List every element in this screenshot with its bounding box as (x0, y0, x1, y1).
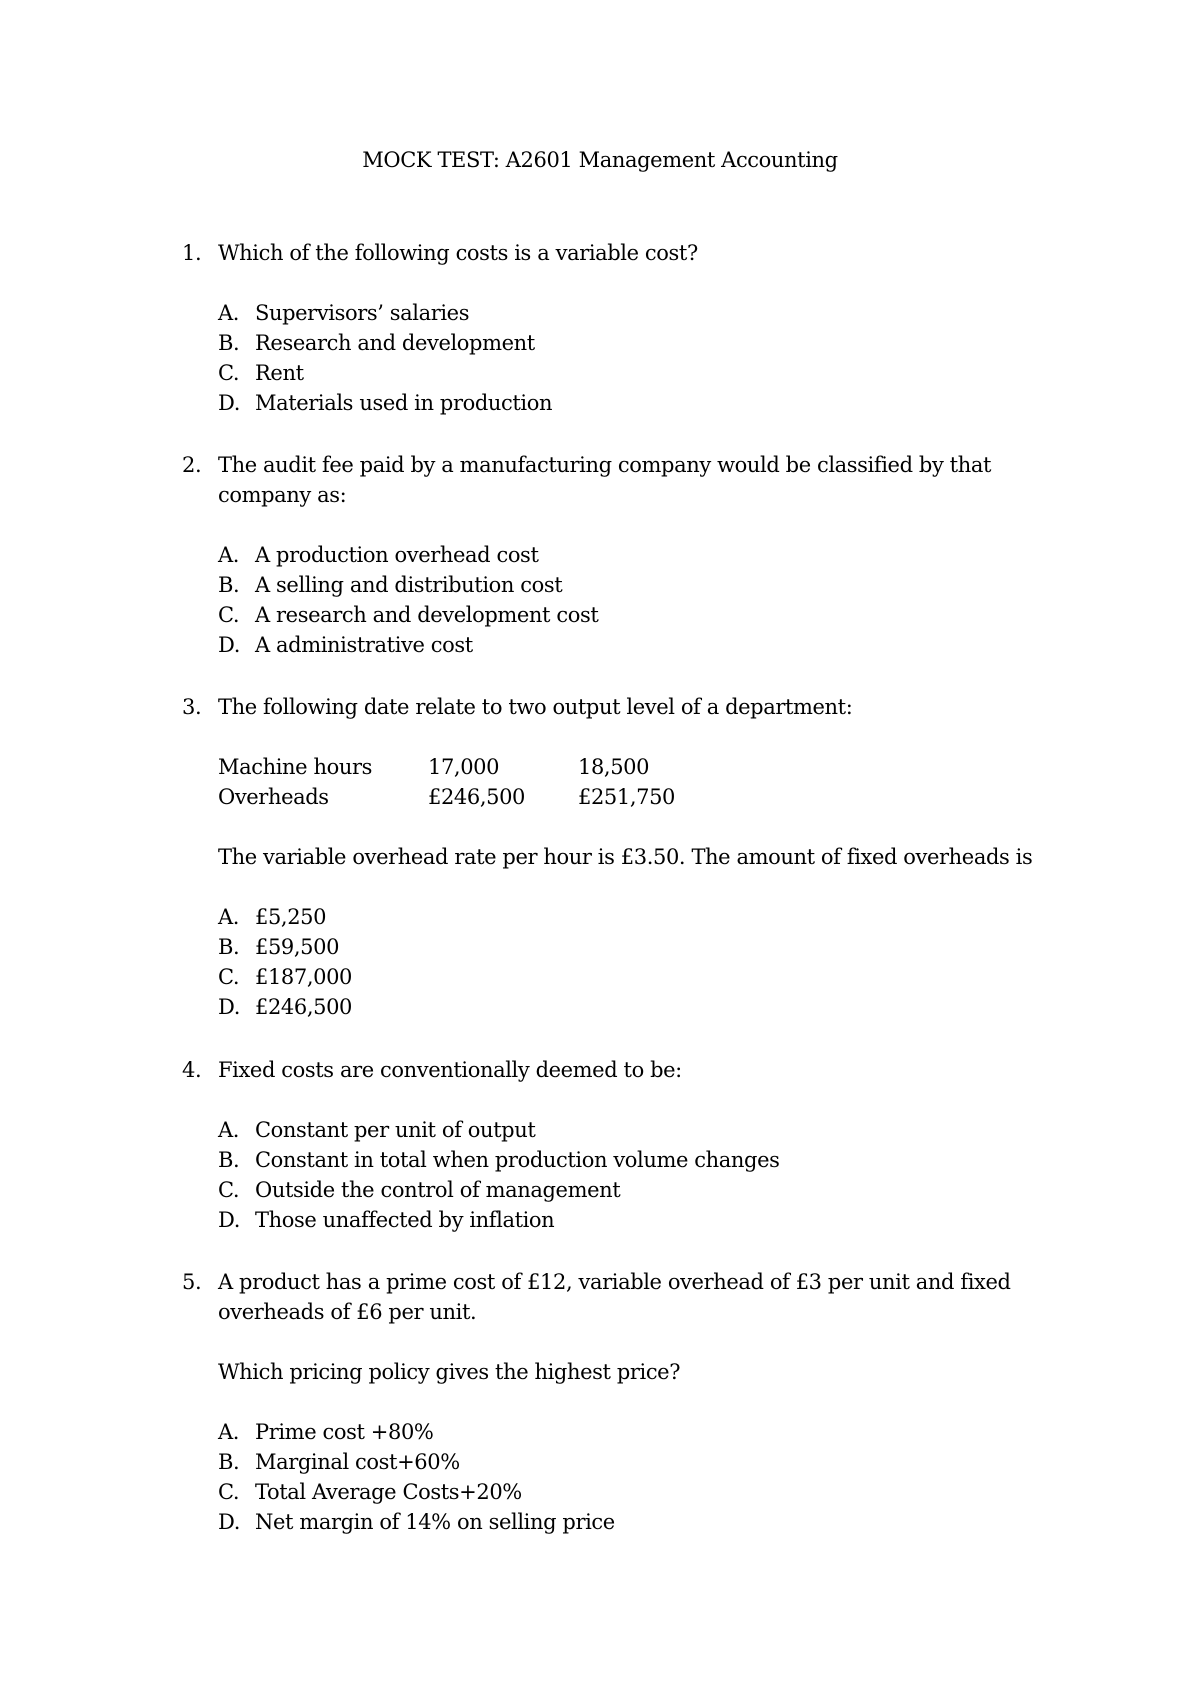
option-c (218, 358, 1062, 388)
option-letter: C. (218, 1178, 240, 1202)
question-2 (182, 450, 1062, 660)
option-text: £187,000 (255, 965, 353, 989)
option-text: £59,500 (255, 935, 340, 959)
option-text: A selling and distribution cost (255, 573, 563, 597)
option-letter: D. (218, 633, 240, 657)
table-row (218, 782, 1062, 812)
option-text: Constant per unit of output (255, 1118, 536, 1142)
option-a (218, 540, 1062, 570)
question-4 (182, 1055, 1062, 1235)
option-list (218, 902, 1062, 1022)
cell-value: £251,750 (578, 785, 676, 809)
row-label: Machine hours (218, 755, 372, 779)
option-a (218, 1115, 1062, 1145)
option-letter: B. (218, 935, 240, 959)
option-c (218, 1175, 1062, 1205)
option-letter: A. (218, 543, 240, 567)
option-text: Prime cost +80% (255, 1420, 434, 1444)
option-text: Materials used in production (255, 391, 553, 415)
question-number: 3. (182, 695, 202, 719)
page-title: MOCK TEST: A2601 Management Accounting (362, 148, 838, 172)
option-text: Constant in total when production volume changes (255, 1148, 780, 1172)
table-row (218, 752, 1062, 782)
option-text: A research and development cost (255, 603, 599, 627)
question-5 (182, 1267, 1062, 1537)
option-text: Marginal cost+60% (255, 1450, 460, 1474)
option-text: Those unaffected by inflation (255, 1208, 555, 1232)
option-list (218, 540, 1062, 660)
question-number: 1. (182, 241, 202, 265)
option-letter: A. (218, 905, 240, 929)
option-b (218, 932, 1062, 962)
option-c (218, 600, 1062, 630)
question-followup: Which pricing policy gives the highest price? (218, 1360, 681, 1384)
option-letter: D. (218, 391, 240, 415)
option-a (218, 1417, 1062, 1447)
question-text: The audit fee paid by a manufacturing company would be classified by that company as: (218, 453, 992, 507)
question-text: The following date relate to two output level of a department: (218, 695, 853, 719)
option-d (218, 1507, 1062, 1537)
option-b (218, 1145, 1062, 1175)
option-text: Net margin of 14% on selling price (255, 1510, 615, 1534)
option-letter: B. (218, 1450, 240, 1474)
option-letter: D. (218, 1208, 240, 1232)
option-letter: B. (218, 1148, 240, 1172)
option-text: Outside the control of management (255, 1178, 621, 1202)
option-letter: B. (218, 573, 240, 597)
option-letter: C. (218, 965, 240, 989)
question-1 (182, 238, 1062, 418)
option-c (218, 1477, 1062, 1507)
option-letter: C. (218, 1480, 240, 1504)
option-d (218, 388, 1062, 418)
row-label: Overheads (218, 785, 329, 809)
question-text: Fixed costs are conventionally deemed to be: (218, 1058, 682, 1082)
option-c (218, 962, 1062, 992)
cell-value: 17,000 (428, 755, 500, 779)
option-letter: A. (218, 1118, 240, 1142)
option-d (218, 1205, 1062, 1235)
question-text: Which of the following costs is a variable cost? (218, 241, 698, 265)
option-a (218, 902, 1062, 932)
option-letter: A. (218, 301, 240, 325)
option-b (218, 570, 1062, 600)
question-number: 5. (182, 1270, 202, 1294)
option-letter: C. (218, 603, 240, 627)
option-letter: C. (218, 361, 240, 385)
question-text: A product has a prime cost of £12, variable overhead of £3 per unit and fixed overheads of £6 per unit. (218, 1270, 1011, 1324)
option-b (218, 1447, 1062, 1477)
question-3 (182, 692, 1062, 1022)
option-letter: D. (218, 995, 240, 1019)
option-a (218, 298, 1062, 328)
option-list (218, 1417, 1062, 1537)
question-number: 2. (182, 453, 202, 477)
option-text: Research and development (255, 331, 535, 355)
question-number: 4. (182, 1058, 202, 1082)
option-letter: A. (218, 1420, 240, 1444)
option-text: A production overhead cost (255, 543, 539, 567)
option-text: Rent (255, 361, 304, 385)
question-followup: The variable overhead rate per hour is £3.50. The amount of fixed overheads is (218, 845, 1033, 869)
option-d (218, 630, 1062, 660)
option-list (218, 298, 1062, 418)
option-letter: B. (218, 331, 240, 355)
option-text: Supervisors’ salaries (255, 301, 470, 325)
option-list (218, 1115, 1062, 1235)
option-letter: D. (218, 1510, 240, 1534)
option-text: £5,250 (255, 905, 327, 929)
option-text: Total Average Costs+20% (255, 1480, 522, 1504)
cell-value: 18,500 (578, 755, 650, 779)
option-text: £246,500 (255, 995, 353, 1019)
data-table (218, 752, 1062, 812)
cell-value: £246,500 (428, 785, 526, 809)
option-text: A administrative cost (255, 633, 473, 657)
option-d (218, 992, 1062, 1022)
option-b (218, 328, 1062, 358)
